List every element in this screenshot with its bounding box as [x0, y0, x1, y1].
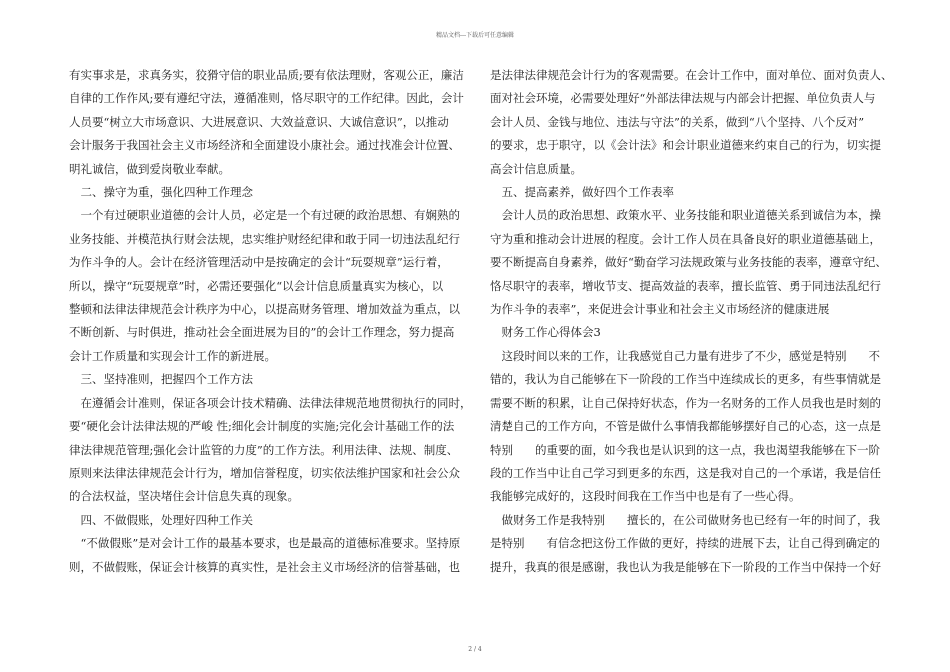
text-line: 守为重和推动会计进展的程度。会计工作人员在具备良好的职业道德基础上， [490, 231, 881, 246]
text-line: 则，不做假账，保证会计核算的真实性，是社会主义市场经济的信誉基础，也 [69, 559, 460, 574]
text-line: “不做假账”是对会计工作的最基本要求，也是最高的道德标准要求。坚持原 [69, 536, 461, 551]
text-line: 需要不断的积累，让自己保持好状态，作为一名财务的工作人员我也是时刻的 [490, 395, 881, 410]
text-segment: 是特别 [490, 536, 525, 551]
section-heading: 五、提高素养，做好四个工作表率 [490, 185, 674, 200]
text-segment: 擅长的，在公司做财务也已经有一年的时间了，我 [627, 512, 880, 527]
text-line: 不断创新、与时俱进，推动社会全面进展为目的”的会计工作理念，努力提高 [69, 325, 455, 340]
text-line: 所以，操守“玩耍规章”时，必需还要强化“以会计信息质量真实为核心，以 [69, 278, 444, 293]
text-line: 提升，我真的很是感谢，我也认为我是能够在下一阶段的工作当中保持一个好 [490, 559, 881, 574]
section-heading: 四、不做假账，处理好四种工作关 [69, 512, 253, 527]
text-line: 整顿和法律法律规范会计秩序为中心，以提高财务管理、增加效益为重点，以 [69, 302, 460, 317]
page-header: 精品文档---下载后可任意编辑 [435, 32, 515, 39]
text-line: 的合法权益，坚决堵住会计信息失真的现象。 [69, 489, 299, 504]
text-line: 原则来法律法律规范会计行为，增加信誉程度，切实依法维护国家和社会公众 [69, 465, 460, 480]
text-line: 一个有过硬职业道德的会计人员，必定是一个有过硬的政治思想、有娴熟的 [69, 208, 460, 223]
text-line: 为作斗争的表率”，来促进会计事业和社会主义市场经济的健康进展 [490, 302, 830, 317]
text-line: 段的工作当中让自己学习到更多的东西，这是我对自己的一个承诺，我是信任 [490, 465, 881, 480]
text-line: 业务技能、并模范执行财会法规，忠实维护财经纪律和敢于同一切违法乱纪行 [69, 231, 460, 246]
page-number: 2 / 4 [468, 646, 482, 653]
text-line: 我能够完成好的，这段时间我在工作当中也是有了一些心得。 [490, 489, 801, 504]
text-segment: 的重要的面，如今我也是认识到的这一点，我也渴望我能够在下一阶 [535, 442, 880, 457]
text-segment: 做财务工作是我特别 [490, 512, 605, 527]
right-column [490, 64, 893, 579]
text-line: 有实事求是，求真务实，狡猾守信的职业品质;要有依法理财，客观公正，廉洁 [69, 68, 464, 82]
text-line: 明礼诚信，做到爱岗敬业奉献。 [69, 161, 230, 176]
text-segment: 不 [868, 348, 880, 363]
text-line: 自律的工作作风;要有遵纪守法，遵循准则，恪尽职守的工作纪律。因此，会计 [69, 91, 464, 106]
text-segment: 有信念把这份工作做的更好，持续的进展下去，让自己得到确定的 [546, 536, 880, 551]
article-title: 财务工作心得体会3 [490, 325, 601, 340]
text-line: 人员要“树立大市场意识、大进展意识、大效益意识、大诚信意识”，以推动 [69, 114, 449, 129]
left-column [69, 64, 472, 579]
section-heading: 二、操守为重，强化四种工作理念 [69, 185, 253, 200]
text-line: 是法律法律规范会计行为的客观需要。在会计工作中，面对单位、面对负责人、 [490, 68, 893, 82]
text-line: 要“硬化会计法律法规的严峻 性;细化会计制度的实施;完化会计基础工作的法 [69, 419, 455, 434]
text-line: 会计服务于我国社会主义市场经济和全面建设小康社会。通过找准会计位置、 [69, 138, 460, 153]
section-heading: 三、坚持准则，把握四个工作方法 [69, 372, 253, 387]
text-line: 会计人员的政治思想、政策水平、业务技能和职业道德关系到诚信为本，操 [490, 208, 881, 223]
text-line [490, 532, 880, 555]
text-line: 错的，我认为自己能够在下一阶段的工作当中连续成长的更多，有些事情就是 [490, 372, 881, 387]
text-line: 律法律规范管理;强化会计监管的力度”的工作方法。利用法律、法规、制度、 [69, 442, 459, 457]
text-line: 恪尽职守的表率，增收节支、提高效益的表率，擅长监管、勇于同违法乱纪行 [490, 278, 881, 293]
text-line: 会计人员、金钱与地位、违法与守法”的关系，做到“八个坚持、八个反对” [490, 114, 865, 129]
text-line: 在遵循会计准则，保证各项会计技术精确、法律法律规范地贯彻执行的同时， [69, 395, 472, 410]
text-line [490, 439, 880, 462]
text-line: 高会计信息质量。 [490, 161, 582, 176]
text-line: 为作斗争的人。会计在经济管理活动中是按确定的会计“玩耍规章”运行着， [69, 255, 449, 270]
text-line [490, 509, 880, 532]
text-line: 要不断提高自身素养，做好“勤奋学习法规政策与业务技能的表率，遵章守纪、 [490, 255, 887, 270]
text-segment: 特别 [490, 442, 513, 457]
text-line: 清楚自己的工作方向，不管是做什么事情我都能够摆好自己的心态，这一点是 [490, 419, 881, 434]
text-line: 会计工作质量和实现会计工作的新进展。 [69, 348, 276, 363]
text-segment: 这段时间以来的工作，让我感觉自己力量有进步了不少，感觉是特别 [490, 348, 847, 363]
text-line: 的要求，忠于职守，以《会计法》和会计职业道德来约束自己的行为，切实提 [490, 138, 881, 153]
text-line: 面对社会环境，必需要处理好“外部法律法规与内部会计把握、单位负责人与 [490, 91, 876, 106]
text-line [490, 345, 880, 368]
